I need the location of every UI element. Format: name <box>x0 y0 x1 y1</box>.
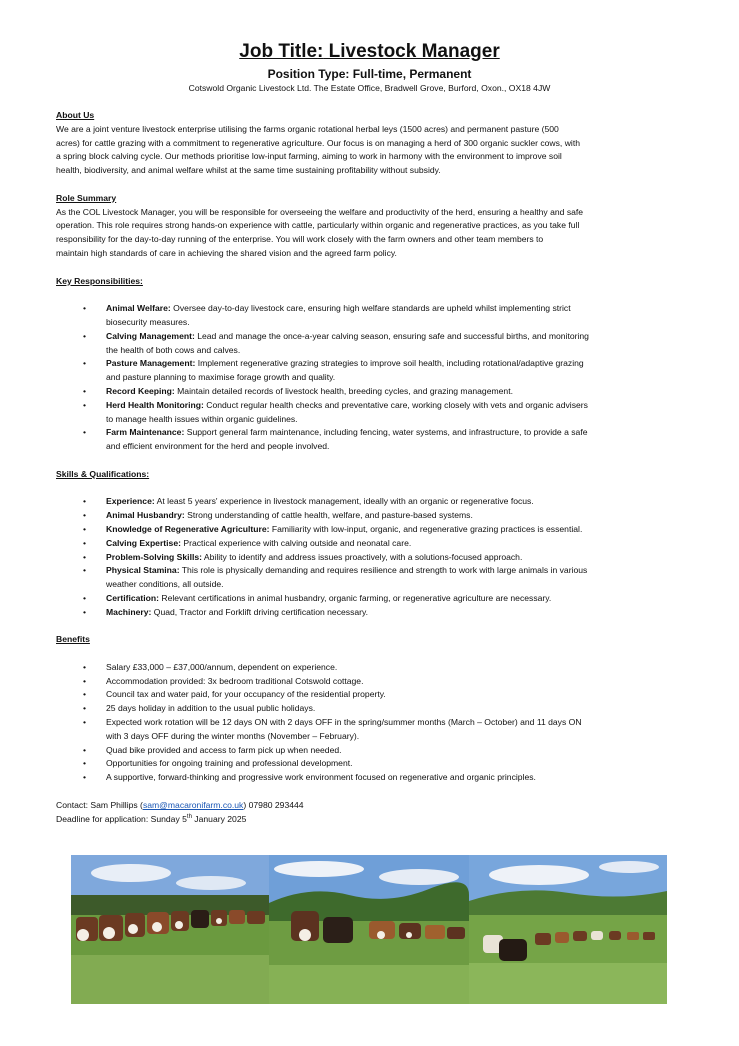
contact-phone: ) 07980 293444 <box>243 799 304 810</box>
item-text-cont: to manage health issues within organic guidelines. <box>106 413 298 424</box>
item-text: Ability to identify and address issues proactively, with a solutions-focused approach. <box>201 551 523 562</box>
item-text: Maintain detailed records of livestock health, breeding cycles, and grazing management. <box>174 385 513 396</box>
role-line: responsibility for the day-to-day running of the enterprise. You will work closely with the farm owners and other team members to <box>56 234 544 245</box>
bullet: • <box>83 703 87 714</box>
list-item <box>56 523 686 537</box>
item-lead: Knowledge of Regenerative Agriculture: <box>106 523 270 534</box>
list-item <box>56 564 686 592</box>
list-item <box>56 551 686 565</box>
bullet: • <box>83 537 87 548</box>
job-title-separator: : <box>317 41 324 62</box>
item-lead: Physical Stamina: <box>106 565 180 576</box>
email-link[interactable]: sam@macaronifarm.co.uk <box>142 799 244 810</box>
item-text: Opportunities for ongoing training and professional development. <box>106 758 353 769</box>
cattle-photo-2 <box>269 855 469 1004</box>
list-item <box>56 399 686 427</box>
item-text: Quad, Tractor and Forklift driving certification necessary. <box>151 606 369 617</box>
bullet: • <box>83 358 87 369</box>
bullet: • <box>83 675 87 686</box>
item-text: Strong understanding of cattle health, welfare, and pasture-based systems. <box>184 510 473 521</box>
bullet: • <box>83 496 87 507</box>
item-text: Relevant certifications in animal husbandry, organic farming, or regenerative agriculture are necessary. <box>159 592 552 603</box>
document-header <box>0 40 739 94</box>
job-title <box>0 40 739 64</box>
cattle-photo-3 <box>469 855 667 1004</box>
bullet: • <box>83 510 87 521</box>
list-item <box>56 426 686 454</box>
bullet: • <box>83 565 87 576</box>
item-text: 25 days holiday in addition to the usual public holidays. <box>106 703 316 714</box>
item-lead: Pasture Management: <box>106 358 196 369</box>
deadline-prefix: Deadline for application: Sunday 5 <box>56 813 187 824</box>
item-text: Council tax and water paid, for your occupancy of the residential property. <box>106 689 386 700</box>
bullet: • <box>83 399 87 410</box>
list-item <box>56 744 686 758</box>
item-text: Conduct regular health checks and preventative care, working closely with vets and organic advisers <box>203 399 588 410</box>
item-text-cont: and pasture planning to maximise forage growth and quality. <box>106 372 336 383</box>
item-lead: Animal Welfare: <box>106 303 171 314</box>
position-type: Position Type: Full-time, Permanent <box>267 67 472 81</box>
contact-prefix: Contact: Sam Phillips ( <box>56 799 143 810</box>
bullet: • <box>83 744 87 755</box>
responsibilities-list <box>56 302 686 454</box>
item-text: Salary £33,000 – £37,000/annum, dependent on experience. <box>106 661 338 672</box>
bullet: • <box>83 427 87 438</box>
bullet: • <box>83 717 87 728</box>
item-lead: Animal Husbandry: <box>106 510 185 521</box>
item-lead: Machinery: <box>106 606 152 617</box>
list-item <box>56 716 686 744</box>
item-text: At least 5 years' experience in livestock management, ideally with an organic or regenerative focus. <box>154 496 534 507</box>
list-item <box>56 606 686 620</box>
benefits-heading: Benefits <box>56 634 90 645</box>
item-text-cont: weather conditions, all outside. <box>106 579 224 590</box>
item-lead: Experience: <box>106 496 155 507</box>
item-text: Accommodation provided: 3x bedroom traditional Cotswold cottage. <box>106 675 364 686</box>
item-text: Expected work rotation will be 12 days ON with 2 days OFF in the spring/summer months (March – October) and 11 days ON <box>106 717 582 728</box>
about-line: a spring block calving cycle. Our methods prioritise low-input farming, aiming to work in harmony with the environment to improve soil <box>56 151 562 162</box>
list-item <box>56 495 686 509</box>
role-line: operation. This role requires strong hands-on experience with cattle, particularly within organic and regenerative practices, as you take full <box>56 220 580 231</box>
item-text: This role is physically demanding and requires resilience and strength to work with large animals in various <box>179 565 588 576</box>
list-item <box>56 385 686 399</box>
document-body <box>56 109 686 826</box>
item-text-cont: the health of both cows and calves. <box>106 344 241 355</box>
deadline-line <box>56 813 686 827</box>
item-text: Practical experience with calving outside and neonatal care. <box>180 537 412 548</box>
job-title-prefix: Job Title <box>239 41 318 62</box>
item-text: Support general farm maintenance, including fencing, water systems, and infrastructure, to provide a safe <box>184 427 588 438</box>
bullet: • <box>83 385 87 396</box>
bullet: • <box>83 758 87 769</box>
item-text: Quad bike provided and access to farm pick up when needed. <box>106 744 342 755</box>
item-text: Oversee day-to-day livestock care, ensuring high welfare standards are upheld whilst implementing strict <box>170 303 571 314</box>
about-heading: About Us <box>56 110 95 120</box>
list-item <box>56 537 686 551</box>
item-lead: Record Keeping: <box>106 385 175 396</box>
bullet: • <box>83 551 87 562</box>
list-item <box>56 688 686 702</box>
about-line: We are a joint venture livestock enterprise utilising the farms organic rotational herbal leys (1500 acres) and permanent pasture (500 <box>56 123 559 134</box>
skills-list <box>56 495 686 619</box>
list-item <box>56 592 686 606</box>
list-item <box>56 302 686 330</box>
bullet: • <box>83 661 87 672</box>
item-text-cont: and efficient environment for the herd and people involved. <box>106 441 330 452</box>
contact-line <box>56 799 686 813</box>
deadline-ordinal: th <box>186 813 192 820</box>
item-lead: Calving Expertise: <box>106 537 181 548</box>
list-item <box>56 702 686 716</box>
bullet: • <box>83 330 87 341</box>
item-lead: Problem-Solving Skills: <box>106 551 202 562</box>
item-lead: Calving Management: <box>106 330 195 341</box>
skills-heading: Skills & Qualifications: <box>56 468 150 479</box>
list-item <box>56 661 686 675</box>
role-line: As the COL Livestock Manager, you will be responsible for overseeing the welfare and productivity of the herd, ensuring a healthy and safe <box>56 206 584 217</box>
item-text: Lead and manage the once-a-year calving season, ensuring safe and successful births, and monitoring <box>194 330 589 341</box>
about-line: acres) for cattle grazing with a commitment to regenerative agriculture. Our focus is on managing a herd of 300 organic suckler cows, with <box>56 137 580 148</box>
about-line: health, biodiversity, and animal welfare whilst at the same time sustaining profitability without subsidy. <box>56 165 441 176</box>
job-title-role: Livestock Manager <box>323 41 500 62</box>
bullet: • <box>83 689 87 700</box>
list-item <box>56 357 686 385</box>
deadline-suffix: January 2025 <box>191 813 247 824</box>
bullet: • <box>83 523 87 534</box>
role-line: maintain high standards of care in achieving the shared vision and the agreed farm policy. <box>56 247 397 258</box>
item-lead: Certification: <box>106 592 159 603</box>
item-lead: Herd Health Monitoring: <box>106 399 204 410</box>
list-item <box>56 509 686 523</box>
photo-strip <box>71 855 667 1004</box>
bullet: • <box>83 606 87 617</box>
cattle-photo-1 <box>71 855 269 1004</box>
company-address: Cotswold Organic Livestock Ltd. The Estate Office, Bradwell Grove, Burford, Oxon., OX18 4JW <box>188 83 551 93</box>
bullet: • <box>83 592 87 603</box>
item-lead: Farm Maintenance: <box>106 427 185 438</box>
bullet: • <box>83 772 87 783</box>
item-text: Implement regenerative grazing strategies to improve soil health, including rotational/adaptive grazing <box>195 358 584 369</box>
list-item <box>56 330 686 358</box>
list-item <box>56 675 686 689</box>
list-item <box>56 771 686 785</box>
role-heading: Role Summary <box>56 192 117 203</box>
list-item <box>56 757 686 771</box>
bullet: • <box>83 303 87 314</box>
item-text: A supportive, forward-thinking and progressive work environment focused on regenerative and organic principles. <box>106 772 536 783</box>
item-text: Familiarity with low-input, organic, and regenerative grazing practices is essential. <box>269 523 583 534</box>
item-text-cont: with 3 days OFF during the winter months (November – February). <box>106 730 360 741</box>
item-text-cont: biosecurity measures. <box>106 316 190 327</box>
responsibilities-heading: Key Responsibilities: <box>56 275 143 286</box>
benefits-list <box>56 661 686 785</box>
